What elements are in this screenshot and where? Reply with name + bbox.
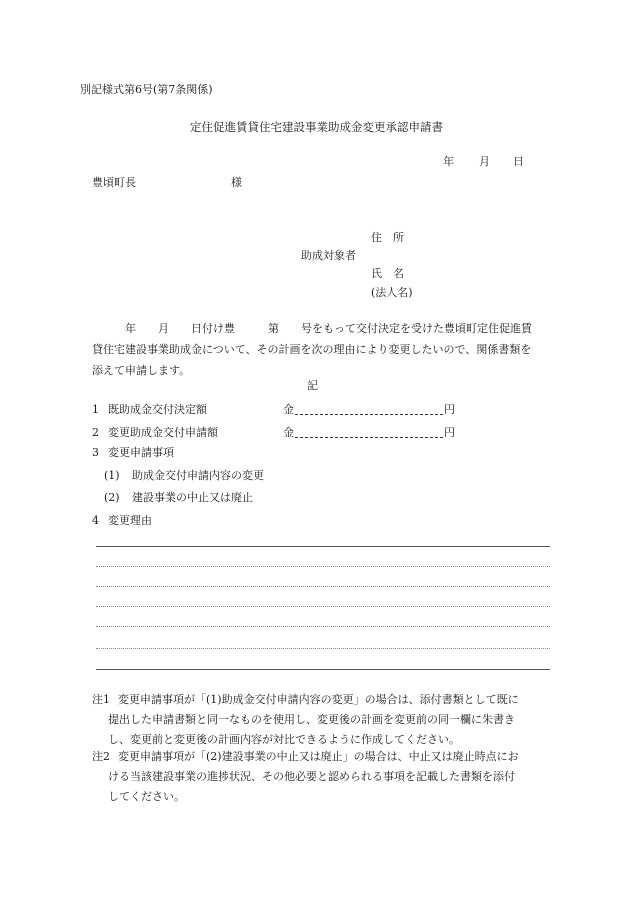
sub-item-label: 建設事業の中止又は廃止 xyxy=(132,491,253,504)
item-number: 4 xyxy=(92,514,99,527)
amount-prefix: 金 xyxy=(283,403,294,416)
item-number: 3 xyxy=(92,446,99,459)
item-label: 既助成金交付決定額 xyxy=(108,403,207,416)
amount-suffix: 円 xyxy=(444,403,455,416)
reason-top-rule xyxy=(96,546,550,547)
note-text: 変更申請事項が「(1)助成金交付申請内容の変更」の場合は、添付書類として既に xyxy=(118,693,519,706)
addressee-honorific: 様 xyxy=(231,176,242,189)
address-label: 住 所 xyxy=(371,231,404,244)
note-head: 注2 xyxy=(92,750,110,763)
body-line: 貸住宅建設事業助成金について、その計画を次の理由により変更したいので、関係書類を xyxy=(92,343,532,356)
addressee-name: 豊頃町長 xyxy=(92,176,136,189)
body-line: 年 月 日付け豊 第 号をもって交付決定を受けた豊頃町定住促進賃 xyxy=(92,322,532,335)
amount-underline xyxy=(295,404,443,415)
date-month: 月 xyxy=(479,155,490,168)
note-text: し、変更前と変更後の計画内容が対比できるように作成してください。 xyxy=(108,733,460,746)
note-text: 提出した申請書類と同一なものを使用し、変更後の計画を変更前の同一欄に朱書き xyxy=(108,713,515,726)
amount-prefix: 金 xyxy=(283,426,294,439)
date-day: 日 xyxy=(513,155,524,168)
note-text: ける当該建設事業の進捗状況、その他必要と認められる事項を記載した書類を添付 xyxy=(108,770,515,783)
sub-item-number: (2) xyxy=(104,491,120,504)
reason-line xyxy=(96,566,550,567)
amount-field-1[interactable] xyxy=(283,404,455,415)
applicant-role-label: 助成対象者 xyxy=(301,249,356,262)
page-title: 定住促進賃貸住宅建設事業助成金変更承認申請書 xyxy=(190,120,443,134)
note-text: してください。 xyxy=(108,790,185,803)
reason-line xyxy=(96,586,550,587)
item-number: 2 xyxy=(92,426,99,439)
item-label: 変更理由 xyxy=(108,514,152,527)
ki-heading: 記 xyxy=(307,379,318,392)
item-label: 変更助成金交付申請額 xyxy=(108,426,218,439)
amount-suffix: 円 xyxy=(444,426,455,439)
amount-underline xyxy=(295,427,443,438)
note-text: 変更申請事項が「(2)建設事業の中止又は廃止」の場合は、中止又は廃止時点にお xyxy=(118,750,519,763)
reason-line xyxy=(96,606,550,607)
sub-item-number: (1) xyxy=(104,469,120,482)
amount-field-2[interactable] xyxy=(283,427,455,438)
reason-line xyxy=(96,648,550,649)
form-number: 別記様式第6号(第7条関係) xyxy=(80,83,213,96)
note-head: 注1 xyxy=(92,693,110,706)
body-paragraph xyxy=(92,318,562,381)
item-label: 変更申請事項 xyxy=(108,446,174,459)
reason-bottom-rule xyxy=(96,669,550,670)
name-label: 氏 名 xyxy=(371,267,404,280)
reason-line xyxy=(96,626,550,627)
body-line: 添えて申請します。 xyxy=(92,364,191,377)
date-year: 年 xyxy=(443,155,454,168)
corporation-label: (法人名) xyxy=(371,286,413,299)
item-number: 1 xyxy=(92,403,99,416)
sub-item-label: 助成金交付申請内容の変更 xyxy=(132,469,264,482)
